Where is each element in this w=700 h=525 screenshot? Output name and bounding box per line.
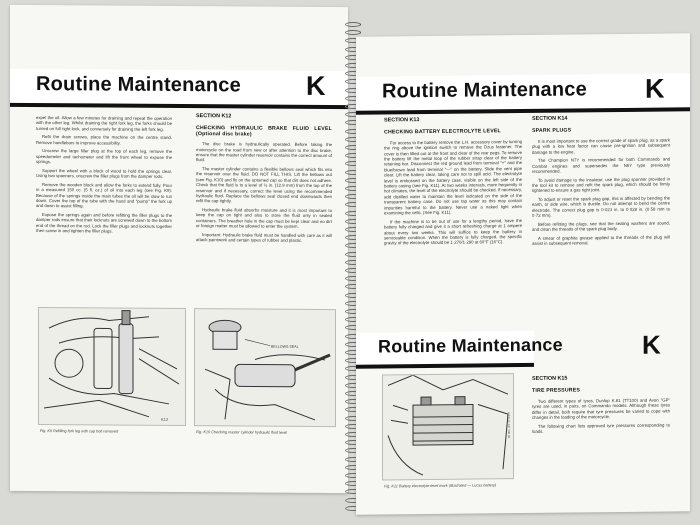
paragraph: For access to the battery remove the L.H. accessory cover by turning the ring above the ignition switch to remove the Dzus fastener. The cover is then lifted out at the front and clear of the rear pegs. To remove the battery lift the metal loop of the rubber strap clear of the battery retaining bar. Disconnect the red ground lead from terminal "+" and the blue/brown lead from terminal "—" on the battery. Slide the vent pipe clear. Lift the battery clear, taking care not to spill acid. The electrolyte level is embossed on the battery case, visible on the left side of the battery casing (see Fig. K11). At two weeks intervals, more frequently in hot climates, the level of the electrolyte should be checked. If necessary, add distilled water to maintain the level indicated on the side of the transparent battery case. Do not use tap water as this may contain impurities harmful to the battery. Never use a naked light when examining the cells. (See Fig. K11).	[384, 138, 522, 216]
master-cylinder-drawing	[195, 309, 335, 426]
right-column-3	[532, 375, 670, 437]
figure-caption: Fig. K10 Checking master cylinder hydraulic fluid level	[196, 430, 287, 435]
paragraph: A smear of graphite grease applied to the threads of the plug will assist in subsequent removal.	[532, 234, 670, 247]
right-page	[356, 33, 690, 514]
chapter-letter: K	[306, 70, 326, 102]
paragraph: Important: Hydraulic brake fluid must be handled with care as it will attack paintwork and certain types of rubber and plastic.	[196, 232, 332, 244]
chapter-letter: K	[642, 329, 661, 360]
paragraph: Support the wheel with a block of wood to hold the springs clear. Using two spanners, unscrew the filler plugs from the damper rods.	[36, 167, 172, 180]
chapter-letter: K	[645, 73, 665, 104]
battery-figure	[382, 373, 514, 480]
right-column-1	[384, 117, 522, 249]
section-id: SECTION K12	[196, 113, 232, 120]
section-heading: SPARK PLUGS	[532, 127, 572, 135]
paragraph: If the machine is to be out of use for a lengthy period, have the battery fully charged and give it a short refreshing charge at 1 ampere about every two weeks. This will suffice to keep the battery in serviceable condition. When the battery is fully charged, the specific gravity of the electrolyte should be 1·270/1·290 at 60°F (16°C).	[384, 217, 522, 246]
paragraph: The Champion N7Y is recommended for both Commando and Combat engines and supersedes the N6Y type previously recommended.	[532, 156, 670, 174]
figure-caption: Fig. K9 Refilling fork leg with cap bolt removed	[40, 429, 119, 434]
page-title: Routine Maintenance	[36, 73, 241, 97]
left-page	[10, 5, 348, 493]
binding-coil	[345, 30, 361, 35]
left-column-1	[36, 115, 172, 238]
paragraph: To avoid damage to the insulator, use the plug spanner provided in the tool kit to remove and refit the spark plug, which should be firmly tightened to ensure a gas right joint.	[532, 176, 670, 194]
section-id: SECTION K13	[384, 117, 420, 124]
paragraph: Expose the springs again and before refitting the filler plugs to the damper rods ensure that their locknuts are screwed down to the bottom end of the thread on the rod. Lock the filler plugs and locknuts together then screw in and tighten the filler plugs.	[36, 212, 172, 234]
paragraph: Before refitting the plugs, see that the sealing washers are sound, and clean the threads of the spark plug body.	[532, 220, 670, 233]
section-heading: TIRE PRESSURES	[532, 387, 581, 395]
right-page-header	[356, 73, 690, 114]
page-title: Routine Maintenance	[378, 334, 563, 357]
paragraph: It is most important to use the correct grade of spark plug, as a spark plug with a low heat factor can cause pre-ignition and subsequent damage to the engine.	[532, 137, 670, 155]
paragraph: The master cylinder contains a flexible bellows seal which fits into the reservoir over the fluid. DO NOT FILL THIS. Lift the bellows out (see Fig. K10) and fly on the uptumed cap so that dirt does not adhere. Check that the fluid is to a level of ½ in. (12.9 mm) from the top of the reservoir and if necessary, correct the level using the recommended hydraulic fluid. Replace the bellows seal closed end downwards then refit the cap tightly.	[196, 166, 332, 204]
binding-coil	[345, 22, 361, 27]
left-column-2	[196, 114, 332, 247]
right-column-2	[532, 115, 670, 249]
fork-leg-figure	[38, 307, 186, 426]
section-heading: CHECKING BATTERY ELECTROLYTE LEVEL	[384, 128, 501, 136]
figure-caption: Fig. K11 Battery electrolyte level mark (illustrated — Lucas battery)	[384, 483, 497, 489]
figure-code: K12	[161, 416, 169, 422]
paragraph: To adjust or reset the spark plug gap, this is affected by bending the earth, or side wire, which is ductile. Do not attempt to bend the centre electrode. The correct plug gap is 0·023 in. to 0·028 in. (0·58 mm to 0·72 mm).	[532, 195, 670, 219]
paragraph: The following chart lists approved tyre pressures corresponding to loads.	[532, 422, 670, 434]
bellows-seal-label: BELLOWS SEAL	[271, 344, 299, 349]
paragraph: Refit the drain screws, place the machine on the centre stand. Remove handlebars to improve accessibility.	[36, 134, 172, 146]
paragraph: Hydraulic brake fluid absorbs moisture and it is most important to keep the cap on tight and also to store the fluid only in sealed containers. The breather hole in the cap must be kept clear and no dirt or foreign matter must be allowed to enter the system.	[196, 207, 332, 230]
left-page-header	[10, 69, 348, 109]
right-page-header-2	[356, 331, 563, 369]
paragraph: expel the oil. Allow a few minutes for draining and repeat the operation with the other leg. Whilst draining the right fork leg, the forks should be turned on full right lock, and conversely for draining the left fork leg.	[36, 115, 172, 132]
section-id: SECTION K15	[532, 375, 568, 382]
paragraph: The disc brake is hydraulically operated. Before taking the motorcycle on the road from new or after attention to the disc brake, ensure that the master cylinder reservoir contains the correct amount of fluid.	[196, 141, 332, 163]
battery-drawing	[383, 374, 513, 479]
fork-leg-drawing	[39, 308, 185, 425]
page-title: Routine Maintenance	[382, 78, 587, 103]
figure-side-label: A.T.C.O. OF 300 80	[507, 411, 512, 439]
master-cylinder-figure	[194, 308, 336, 427]
section-id: SECTION K14	[532, 115, 568, 122]
paragraph: Unscrew the large filler plug at the top of each leg, remove the speedometer and tachometer and lift the front wheel to expose the springs.	[36, 148, 172, 165]
paragraph: Remove the wooden block and allow the forks to extend fully. Pour in a measured 150 cc. (5 fl. oz.) of oil into each leg (see Fig. K9). Because of the springs inside the main tubes the oil will be slow to run down. Cover the top of the tube with the hand and "pump" the fork up and down to assist filling.	[36, 181, 172, 209]
section-heading: CHECKING HYDRAULIC BRAKE FLUID LEVEL (Optional disc brake)	[196, 125, 332, 138]
paragraph: Two different types of tyres, Dunlop K.81 (TT100) and Avon "GP" tyres are used, in pairs, on Commando models. Although these tyres differ in detail, both require that tyre pressures be varied to cope with changes in the loading of the motorcycle.	[532, 397, 670, 420]
